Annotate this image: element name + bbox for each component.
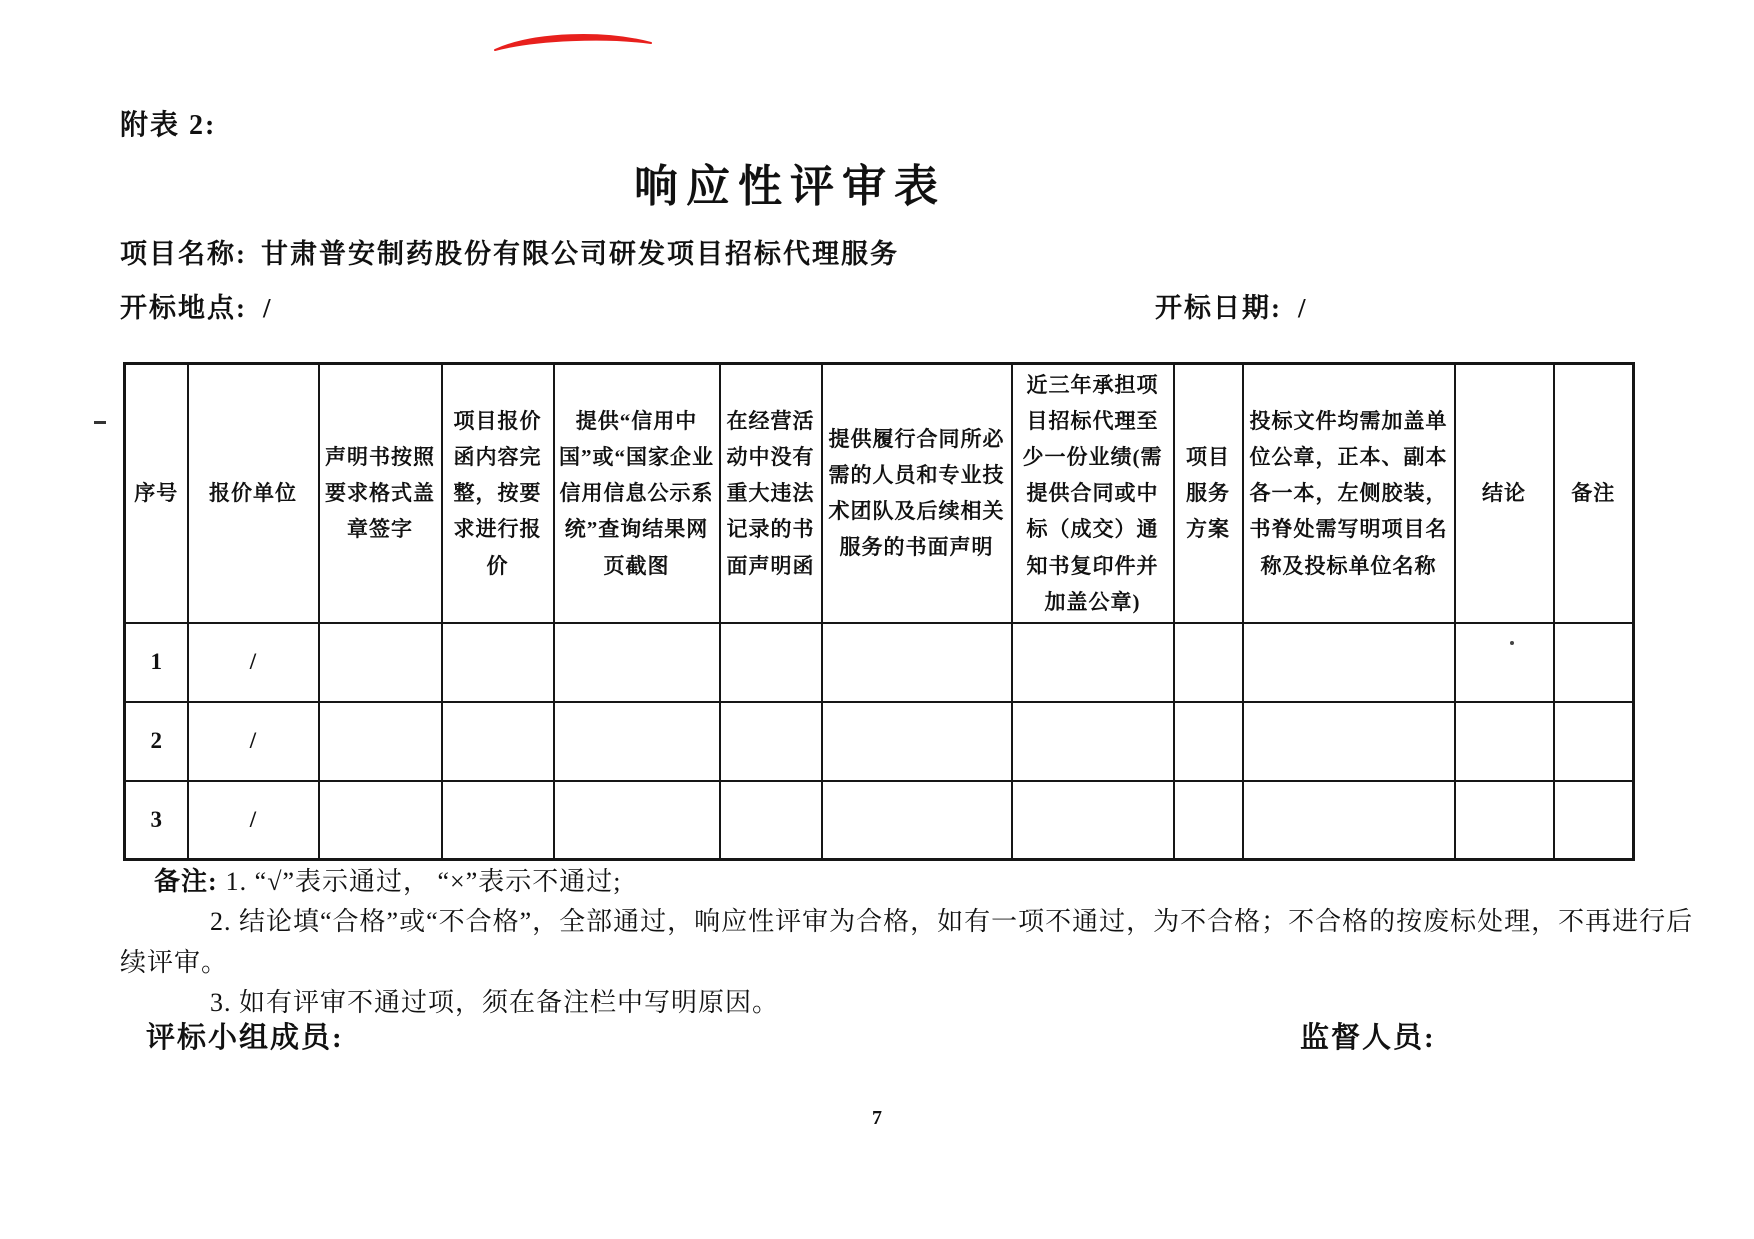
attachment-label: 附表 2:: [120, 110, 217, 141]
seq-cell: 3: [125, 781, 188, 860]
project-name-label: 项目名称:: [120, 239, 247, 269]
bidder-cell: /: [188, 702, 319, 781]
empty-cell: [554, 623, 720, 702]
empty-cell: [822, 781, 1012, 860]
supervisor-label: 监督人员:: [1300, 1022, 1436, 1054]
review-table-body: [125, 623, 1634, 860]
column-header-2: 声明书按照要求格式盖章签字: [319, 364, 442, 623]
empty-cell: [319, 781, 442, 860]
column-header-3: 项目报价函内容完整，按要求进行报价: [442, 364, 554, 623]
note-1-text: 1. “√”表示通过， “×”表示不通过;: [225, 867, 622, 896]
empty-cell: [319, 702, 442, 781]
project-name-line: [120, 232, 899, 271]
empty-cell: [1012, 702, 1174, 781]
empty-cell: [720, 623, 822, 702]
notes-block: [120, 862, 1698, 1023]
empty-cell: [1455, 623, 1554, 702]
column-header-11: 备注: [1554, 364, 1634, 623]
empty-cell: [554, 781, 720, 860]
empty-cell: [1174, 781, 1243, 860]
note-line-2: 2. 结论填“合格”或“不合格”，全部通过，响应性评审为合格，如有一项不通过，为不合格；不合格的按废标处理，不再进行后续评审。: [120, 907, 1694, 977]
column-header-4: 提供“信用中国”或“国家企业信用信息公示系统”查询结果网页截图: [554, 364, 720, 623]
bidder-cell: /: [188, 781, 319, 860]
empty-cell: [319, 623, 442, 702]
review-table-header-row: [125, 364, 1634, 623]
project-name-value: 甘肃普安制药股份有限公司研发项目招标代理服务: [261, 239, 899, 269]
column-header-0: 序号: [125, 364, 188, 623]
column-header-10: 结论: [1455, 364, 1554, 623]
page-title: 响应性评审表: [634, 162, 946, 211]
column-header-8: 项目服务方案: [1174, 364, 1243, 623]
empty-cell: [1012, 623, 1174, 702]
empty-cell: [822, 702, 1012, 781]
bid-date-label: 开标日期:: [1155, 293, 1282, 323]
table-row-2: [125, 702, 1634, 781]
empty-cell: [1243, 702, 1455, 781]
column-header-6: 提供履行合同所必需的人员和专业技术团队及后续相关服务的书面声明: [822, 364, 1012, 623]
empty-cell: [1554, 623, 1634, 702]
review-table: [123, 362, 1635, 861]
empty-cell: [720, 702, 822, 781]
empty-cell: [1243, 623, 1455, 702]
bid-date-value: /: [1298, 293, 1308, 323]
scan-artifact-dot: [1510, 641, 1514, 645]
empty-cell: [720, 781, 822, 860]
red-pen-mark: [487, 24, 659, 58]
empty-cell: [554, 702, 720, 781]
column-header-7: 近三年承担项目招标代理至少一份业绩(需提供合同或中标（成交）通知书复印件并加盖公章): [1012, 364, 1174, 623]
bidder-cell: /: [188, 623, 319, 702]
note-line-3: 3. 如有评审不通过项，须在备注栏中写明原因。: [210, 987, 780, 1017]
bid-location-label: 开标地点:: [120, 293, 247, 323]
empty-cell: [1455, 781, 1554, 860]
seq-cell: 1: [125, 623, 188, 702]
empty-cell: [1243, 781, 1455, 860]
bid-location-value: /: [263, 293, 273, 323]
evaluation-team-members-label: 评标小组成员:: [146, 1022, 344, 1054]
empty-cell: [1455, 702, 1554, 781]
bid-location-line: [120, 286, 273, 325]
empty-cell: [442, 781, 554, 860]
page-number: 7: [872, 1107, 882, 1129]
empty-cell: [1554, 702, 1634, 781]
scan-artifact-dash: [94, 421, 106, 424]
notes-label: 备注:: [154, 867, 218, 896]
empty-cell: [1554, 781, 1634, 860]
column-header-9: 投标文件均需加盖单位公章，正本、副本各一本，左侧胶装，书脊处需写明项目名称及投标单位名称: [1243, 364, 1455, 623]
empty-cell: [1012, 781, 1174, 860]
table-row-3: [125, 781, 1634, 860]
note-line-1: [120, 862, 1698, 902]
empty-cell: [1174, 702, 1243, 781]
column-header-5: 在经营活动中没有重大违法记录的书面声明函: [720, 364, 822, 623]
column-header-1: 报价单位: [188, 364, 319, 623]
empty-cell: [822, 623, 1012, 702]
bid-date-line: [1155, 286, 1308, 325]
empty-cell: [442, 623, 554, 702]
table-row-1: [125, 623, 1634, 702]
seq-cell: 2: [125, 702, 188, 781]
empty-cell: [442, 702, 554, 781]
empty-cell: [1174, 623, 1243, 702]
